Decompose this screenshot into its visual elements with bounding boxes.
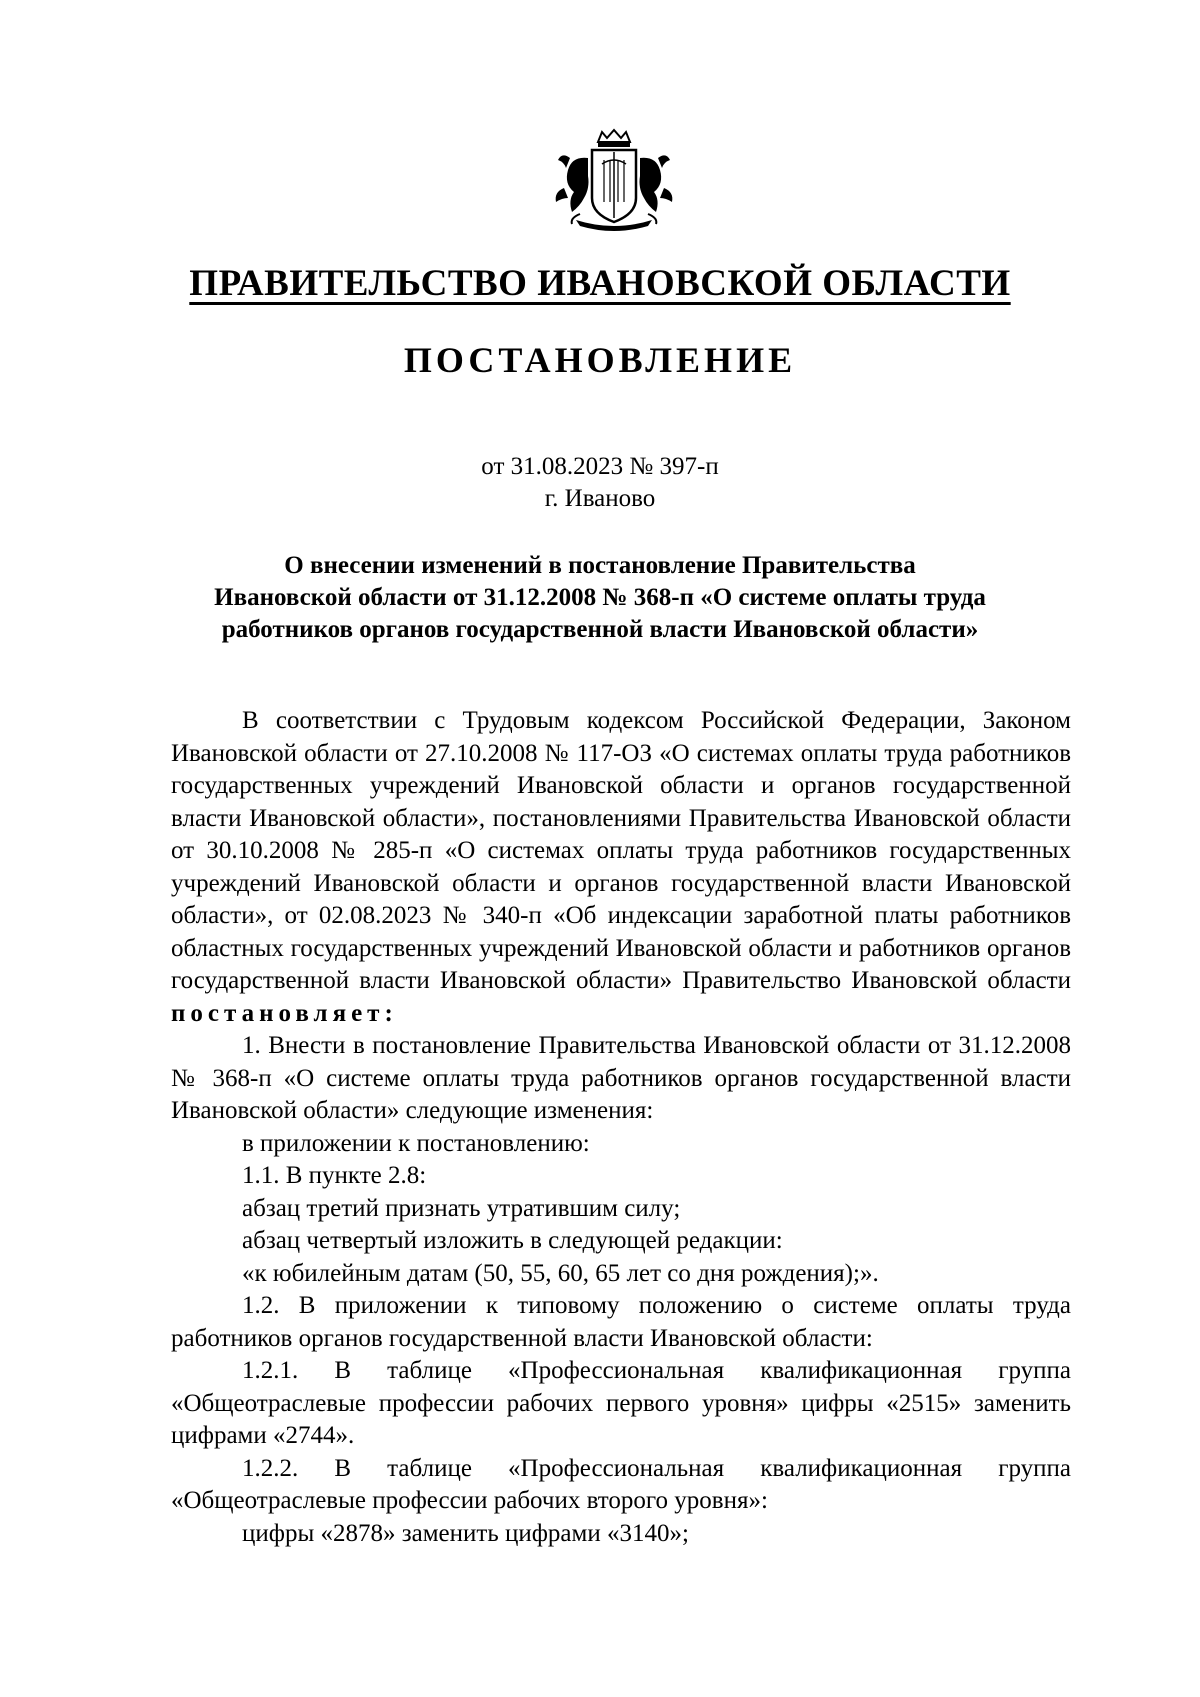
document-title xyxy=(150,550,1050,646)
document-type: ПОСТАНОВЛЕНИЕ xyxy=(403,340,797,380)
preamble-text: В соответствии с Трудовым кодексом Российской Федерации, Законом Ивановской области от 27.10.2008 № 117-ОЗ «О системах оплаты труда работников государственных учреждений Ивановской области и органов государственной власти Ивановской области», постановлениями Правительства Ивановской области от 30.10.2008 № 285-п «О системах оплаты труда работников государственных учреждений Ивановской области и органов государственной власти Ивановской области», от 02.08.2023 № 340-п «Об индексации заработной платы работников областных государственных учреждений Ивановской области и работников органов государственной власти Ивановской области» Правительство Ивановской области xyxy=(171,707,1071,994)
title-line: работников органов государственной власти Ивановской области» xyxy=(221,616,979,643)
paragraph-abzac-4: абзац четвертый изложить в следующей редакции: xyxy=(242,1227,783,1254)
coat-of-arms-icon xyxy=(550,128,678,232)
organization-name: ПРАВИТЕЛЬСТВО ИВАНОВСКОЙ ОБЛАСТИ xyxy=(189,263,1011,304)
paragraph-jubilee: «к юбилейным датам (50, 55, 60, 65 лет со дня рождения);». xyxy=(242,1259,879,1287)
paragraph-digits: цифры «2878» заменить цифрами «3140»; xyxy=(242,1519,689,1547)
paragraph-1-2-1: 1.2.1. В таблице «Профессиональная квалификационная группа «Общеотраслевые профессии рабочих первого уровня» цифры «2515» заменить цифрами «2744». xyxy=(171,1357,1071,1449)
paragraph-1: 1. Внести в постановление Правительства Ивановской области от 31.12.2008 № 368-п «О системе оплаты труда работников органов государственной власти Ивановской области» следующие изменения: xyxy=(171,1032,1071,1124)
document-date-number: от 31.08.2023 № 397-п xyxy=(481,453,719,480)
paragraph-1-1: 1.1. В пункте 2.8: xyxy=(242,1162,427,1189)
paragraph-1-2: 1.2. В приложении к типовому положению о системе оплаты труда работников органов государственной власти Ивановской области: xyxy=(171,1292,1071,1352)
document-body xyxy=(171,705,1071,1550)
preamble-paragraph xyxy=(171,705,1071,1030)
document-city: г. Иваново xyxy=(544,485,656,512)
paragraph-1-2-2: 1.2.2. В таблице «Профессиональная квалификационная группа «Общеотраслевые профессии рабочих второго уровня»: xyxy=(171,1454,1071,1514)
title-line: Ивановской области от 31.12.2008 № 368-п «О системе оплаты труда xyxy=(214,584,986,611)
paragraph-appendix: в приложении к постановлению: xyxy=(242,1129,590,1157)
title-line: О внесении изменений в постановление Правительства xyxy=(284,552,916,579)
resolves-word: постановляет: xyxy=(171,999,398,1027)
paragraph-abzac-3: абзац третий признать утратившим силу; xyxy=(242,1194,681,1222)
